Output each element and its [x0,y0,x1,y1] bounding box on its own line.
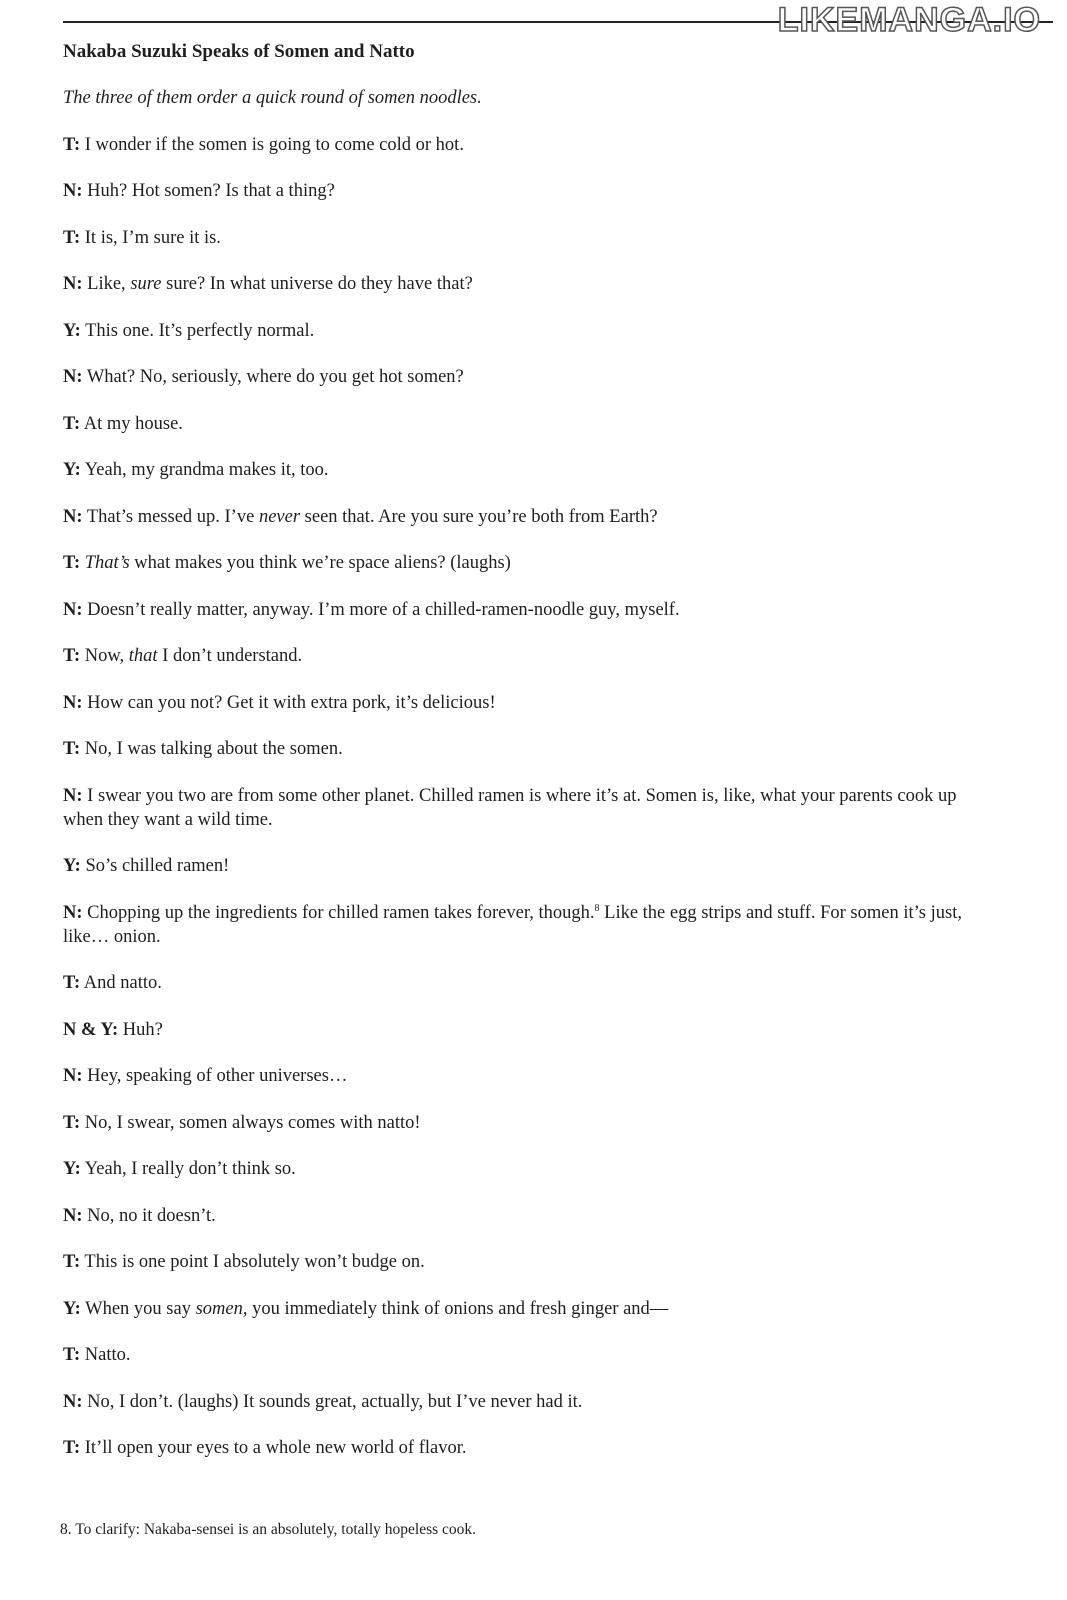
dialogue-text: I don’t understand. [157,646,303,666]
footnote-ref: 8 [594,902,600,914]
dialogue-line [63,1250,988,1274]
speaker-label: N: [63,1391,83,1412]
dialogue-line [63,1297,988,1321]
page-title: Nakaba Suzuki Speaks of Somen and Natto [63,41,415,62]
dialogue-line [63,179,988,203]
speaker-label: N: [63,274,83,294]
speaker-label: T: [63,1112,81,1133]
speaker-label: N: [63,902,83,923]
dialogue-text: that [128,646,158,666]
dialogue-text: Like the egg strips and stuff. For somen it’s just, like… onion. [63,902,962,947]
speaker-label: N & Y: [63,1019,119,1040]
dialogue-text: And natto. [80,973,162,993]
dialogue-text: Huh? Hot somen? Is that a thing? [82,181,335,201]
dialogue-text: seen that. Are you sure you’re both from Earth? [300,506,658,527]
dialogue-line [63,226,988,250]
dialogue-text: This one. It’s perfectly normal. [80,320,315,341]
speaker-label: N: [63,692,83,713]
speaker-label: T: [63,553,81,573]
speaker-label: T: [63,973,81,993]
dialogue-line [63,505,988,529]
speaker-label: Y: [63,320,81,341]
dialogue-text: That’s [84,553,130,573]
dialogue-text: Natto. [80,1345,131,1365]
dialogue-line [63,1111,988,1135]
dialogue-text: somen [195,1298,243,1319]
dialogue-text: Like, [82,274,131,294]
dialogue-text: never [258,506,301,527]
dialogue-text: No, no it doesn’t. [82,1205,216,1226]
dialogue-line [63,365,988,389]
dialogue-text: How can you not? Get it with extra pork, it’s delicious! [82,692,496,713]
dialogue-text: sure? In what universe do they have that? [161,274,473,294]
dialogue-text: Doesn’t really matter, anyway. I’m more of a chilled-ramen-noodle guy, myself. [82,599,680,620]
speaker-label: T: [63,1438,81,1458]
dialogue-text: No, I swear, somen always comes with natto! [80,1112,421,1133]
dialogue-text: It is, I’m sure it is. [80,227,221,248]
dialogue-text: what makes you think we’re space aliens? (laughs) [129,553,511,573]
dialogue-line [63,598,988,622]
watermark-logo: LIKEMANGA.IO [777,1,1041,39]
dialogue-line [63,412,988,436]
dialogue-text: Yeah, my grandma makes it, too. [80,460,329,480]
speaker-label: T: [63,227,81,248]
dialogue-text: At my house. [80,413,183,434]
speaker-label: N: [63,785,83,806]
dialogue-text: Yeah, I really don’t think so. [80,1159,296,1179]
footnote: 8. To clarify: Nakaba-sensei is an absolutely, totally hopeless cook. [60,1521,477,1538]
speaker-label: N: [63,506,83,527]
dialogue-line [63,551,988,575]
speaker-label: N: [63,1205,83,1226]
dialogue-line [63,901,988,949]
dialogue-line [63,1343,988,1367]
speaker-label: N: [63,599,83,620]
dialogue-text: It’ll open your eyes to a whole new world of flavor. [80,1438,467,1458]
dialogue-line [63,1390,988,1414]
dialogue-text: So’s chilled ramen! [80,856,230,876]
dialogue-text: Huh? [118,1019,163,1040]
dialogue [63,133,988,1461]
speaker-label: T: [63,739,81,759]
dialogue-line [63,319,988,343]
dialogue-line [63,1204,988,1228]
dialogue-text: sure [130,274,162,294]
dialogue-line [63,1436,988,1460]
dialogue-text: Hey, speaking of other universes… [82,1066,348,1086]
speaker-label: T: [63,1345,81,1365]
dialogue-line [63,737,988,761]
dialogue-text: I wonder if the somen is going to come cold or hot. [80,134,464,155]
dialogue-text: Now, [80,646,129,666]
speaker-label: Y: [63,1159,81,1179]
dialogue-text: No, I don’t. (laughs) It sounds great, actually, but I’ve never had it. [82,1391,583,1412]
dialogue-line [63,1064,988,1088]
dialogue-line [63,784,988,832]
speaker-label: N: [63,181,83,201]
dialogue-line [63,854,988,878]
speaker-label: N: [63,1066,83,1086]
speaker-label: Y: [63,460,81,480]
speaker-label: Y: [63,1298,81,1319]
dialogue-line [63,133,988,157]
page-body [63,40,988,1483]
dialogue-text: , you immediately think of onions and fresh ginger and— [242,1298,669,1319]
dialogue-text: That’s messed up. I’ve [82,506,259,527]
dialogue-line [63,691,988,715]
dialogue-line [63,1157,988,1181]
dialogue-line [63,458,988,482]
speaker-label: Y: [63,856,81,876]
dialogue-text: Chopping up the ingredients for chilled ramen takes forever, though. [82,902,595,923]
speaker-label: T: [63,646,81,666]
dialogue-text: No, I was talking about the somen. [80,739,343,759]
stage-direction: The three of them order a quick round of somen noodles. [63,88,482,108]
speaker-label: N: [63,367,83,387]
dialogue-text: What? No, seriously, where do you get hot somen? [82,367,464,387]
dialogue-line [63,272,988,296]
dialogue-line [63,644,988,668]
dialogue-line [63,971,988,995]
speaker-label: T: [63,1252,81,1272]
dialogue-text: I swear you two are from some other planet. Chilled ramen is where it’s at. Somen is, like, what your parents cook up when they want a wild time. [63,785,957,830]
dialogue-line [63,1018,988,1042]
speaker-label: T: [63,134,81,155]
speaker-label: T: [63,413,81,434]
dialogue-text: When you say [80,1298,196,1319]
dialogue-text: This is one point I absolutely won’t budge on. [80,1252,425,1272]
